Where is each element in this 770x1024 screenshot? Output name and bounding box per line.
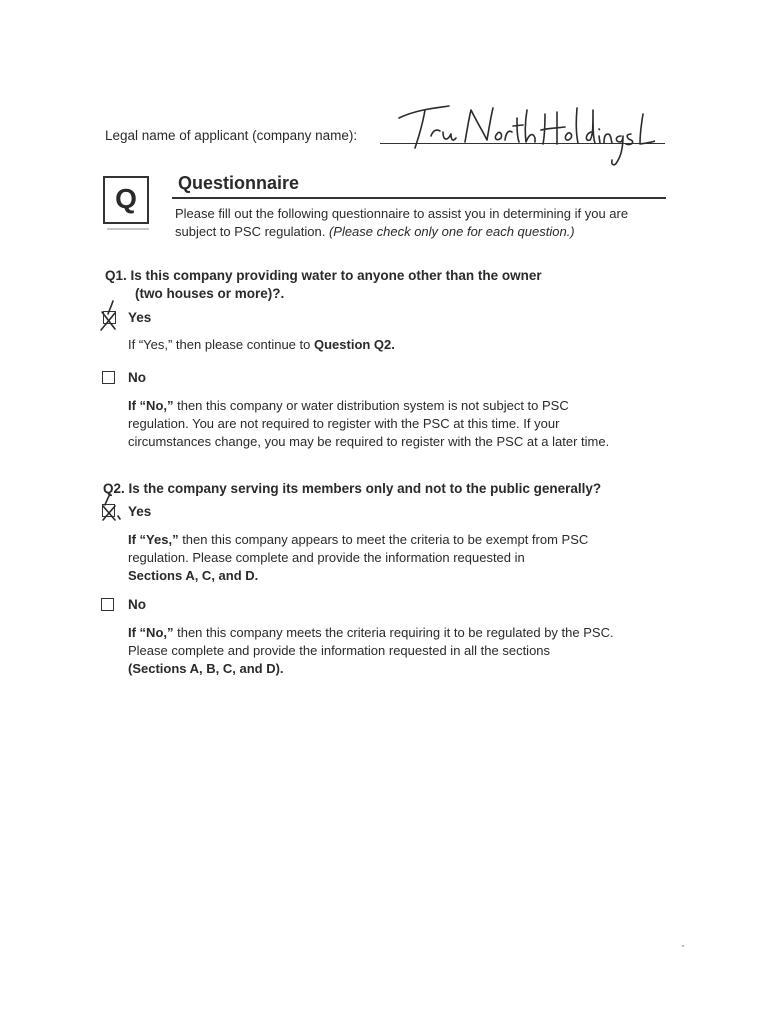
q1-no-instruction-lead: If “No,” bbox=[128, 398, 174, 413]
q1-no-instruction bbox=[128, 397, 668, 451]
q1-question bbox=[105, 267, 542, 285]
q2-no-instruction-line2: Please complete and provide the information requested in all the sections bbox=[128, 643, 551, 658]
q2-no-instruction-sections: (Sections A, B, C, and D). bbox=[128, 661, 284, 676]
q1-no-instruction-line3: circumstances change, you may be required to register with the PSC at a later time. bbox=[128, 434, 610, 449]
q1-no-instruction-line2: regulation. You are not required to register with the PSC at this time. If your bbox=[128, 416, 560, 431]
q1-no-checkbox[interactable] bbox=[102, 371, 115, 384]
q1-question-line1: Is this company providing water to anyone other than the owner bbox=[130, 268, 542, 283]
q2-no-instruction bbox=[128, 624, 668, 678]
q2-yes-instruction-lead: If “Yes,” bbox=[128, 532, 179, 547]
q1-yes-label: Yes bbox=[128, 310, 152, 325]
q2-yes-instruction-line2: regulation. Please complete and provide the information requested in bbox=[128, 550, 525, 565]
icon-shadow bbox=[107, 228, 149, 230]
q2-number: Q2. bbox=[103, 481, 125, 496]
legal-name-line bbox=[105, 96, 670, 156]
questionnaire-icon-letter: Q bbox=[115, 183, 137, 214]
q1-yes-instruction bbox=[128, 336, 668, 354]
q2-yes-instruction bbox=[128, 531, 668, 585]
q2-yes-instruction-line1: then this company appears to meet the criteria to be exempt from PSC bbox=[178, 532, 589, 547]
q1-number: Q1. bbox=[105, 268, 127, 283]
q1-no-label: No bbox=[128, 370, 146, 385]
q2-question bbox=[103, 480, 601, 498]
section-title: Questionnaire bbox=[178, 173, 300, 193]
section-title-rule bbox=[172, 197, 666, 199]
legal-name-label: Legal name of applicant (company name): bbox=[105, 128, 358, 143]
q2-no-checkbox[interactable] bbox=[101, 598, 114, 611]
intro-text: Please fill out the following questionnaire to assist you in determining if you are subject to PSC regulation. bbox=[175, 206, 629, 239]
section-intro bbox=[175, 205, 665, 241]
handwritten-company-name bbox=[385, 96, 655, 176]
intro-instruction: (Please check only one for each question.) bbox=[328, 224, 575, 239]
q2-yes-instruction-sections: Sections A, C, and D. bbox=[128, 568, 259, 583]
q1-no-instruction-line1: then this company or water distribution system is not subject to PSC bbox=[173, 398, 569, 413]
q2-no-instruction-lead: If “No,” bbox=[128, 625, 174, 640]
questionnaire-icon bbox=[103, 176, 149, 224]
q1-yes-instruction-target: Question Q2. bbox=[313, 337, 395, 352]
q2-no-label: No bbox=[128, 597, 146, 612]
q1-yes-instruction-text: If “Yes,” then please continue to bbox=[128, 337, 314, 352]
q2-question-text: Is the company serving its members only and not to the public generally? bbox=[128, 481, 602, 496]
q1-question-line2: (two houses or more)?. bbox=[135, 286, 285, 301]
q2-yes-label: Yes bbox=[128, 504, 152, 519]
q1-yes-check-mark bbox=[93, 299, 123, 335]
q2-no-instruction-line1: then this company meets the criteria requiring it to be regulated by the PSC. bbox=[173, 625, 614, 640]
scan-speck bbox=[682, 945, 684, 947]
q2-yes-check-mark bbox=[94, 492, 124, 526]
